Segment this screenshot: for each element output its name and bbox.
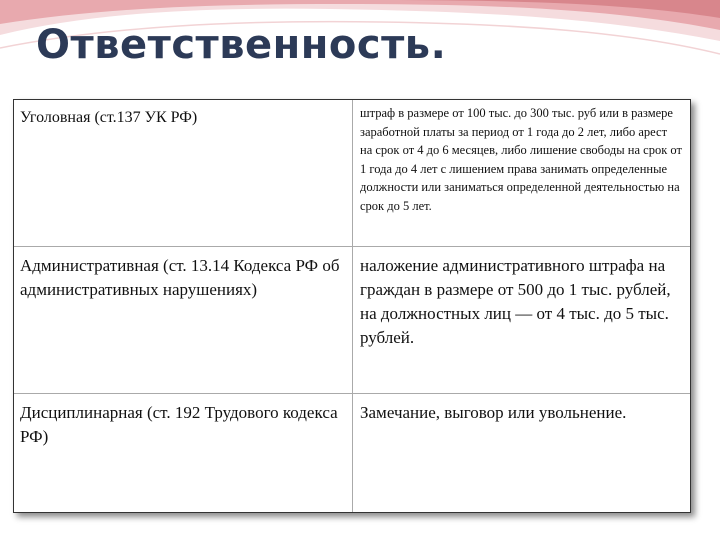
liability-penalty-cell: Замечание, выговор или увольнение.	[360, 403, 627, 422]
table-row-administrative	[14, 246, 690, 394]
liability-table	[13, 99, 691, 513]
liability-penalty-cell: штраф в размере от 100 тыс. до 300 тыс. руб или в размере заработной платы за период от 1 года до 2 лет, либо арест на срок от 4 до 6 месяцев, либо лишение свободы на срок от 1 года до 4 лет с лишением права занимать определенные должности или заниматься определенной деятельностью на срок до 5 лет.	[360, 106, 682, 213]
liability-type-cell: Уголовная (ст.137 УК РФ)	[20, 109, 198, 126]
liability-penalty-cell: наложение административного штрафа на граждан в размере от 500 до 1 тыс. рублей, на должностных лиц — от 4 тыс. до 5 тыс. рублей.	[360, 256, 671, 347]
slide-title: Ответственность.	[36, 22, 447, 68]
liability-type-cell: Административная (ст. 13.14 Кодекса РФ об административных нарушениях)	[20, 256, 340, 299]
liability-type-cell: Дисциплинарная (ст. 192 Трудового кодекса РФ)	[20, 403, 338, 446]
table-row-disciplinary	[14, 393, 690, 513]
table-row-criminal	[14, 100, 690, 246]
